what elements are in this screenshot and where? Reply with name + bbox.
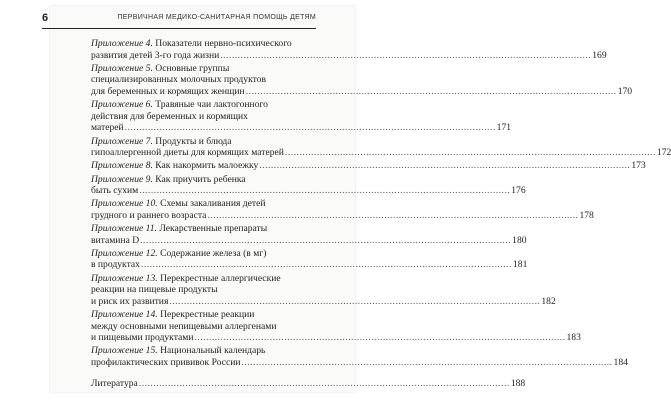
page-ref: 172 bbox=[656, 147, 671, 159]
entry-title-text: матерей bbox=[91, 122, 124, 134]
page-ref: 176 bbox=[511, 185, 526, 197]
page-ref: 181 bbox=[512, 259, 528, 271]
page-ref: 178 bbox=[579, 209, 594, 221]
entry-title-text: Травяные чаи лактогонного bbox=[155, 99, 268, 111]
toc-entry-line bbox=[91, 198, 317, 210]
dot-leader bbox=[194, 332, 565, 344]
entry-title-text: Продукты и блюда bbox=[155, 135, 232, 147]
toc-entry bbox=[91, 309, 581, 344]
entry-title-text: Как приучить ребенка bbox=[155, 173, 246, 185]
dot-leader bbox=[207, 210, 578, 222]
toc-entry-line bbox=[91, 85, 633, 98]
toc-entry-line bbox=[91, 209, 594, 222]
page-ref: 171 bbox=[496, 122, 512, 134]
dot-leader bbox=[220, 50, 591, 62]
toc-entry bbox=[91, 173, 526, 197]
entry-title-text: витамина D bbox=[91, 234, 140, 246]
toc-entry bbox=[91, 62, 633, 98]
dot-leader bbox=[140, 235, 511, 247]
toc-entry-line bbox=[91, 273, 317, 285]
entry-title-text: Схемы закаливания детей bbox=[160, 198, 266, 210]
toc-entry-line bbox=[91, 49, 607, 62]
entry-title-text: для беременных и кормящих женщин bbox=[91, 85, 245, 97]
toc-entry-line bbox=[91, 99, 317, 111]
toc-entry-line bbox=[91, 321, 317, 333]
dot-leader bbox=[139, 185, 510, 197]
dot-leader bbox=[246, 86, 617, 98]
appendix-label: Приложение 5. bbox=[91, 62, 153, 74]
toc-entry-line bbox=[91, 284, 317, 296]
toc-entry bbox=[91, 99, 512, 134]
toc-entry-line bbox=[91, 174, 317, 186]
appendix-label: Приложение 14. bbox=[91, 309, 158, 320]
appendix-label: Приложение 10. bbox=[91, 198, 158, 210]
toc-entry bbox=[91, 135, 671, 159]
toc-entry-line bbox=[91, 74, 317, 86]
toc-entry-line bbox=[91, 122, 512, 134]
page-ref: 188 bbox=[510, 377, 526, 389]
entry-title-text: Национальный календарь bbox=[160, 345, 266, 357]
toc-entry-line bbox=[91, 234, 527, 247]
toc-entry-literature bbox=[91, 377, 526, 390]
entry-title-text: Показатели нервно-психического bbox=[155, 38, 292, 49]
page-ref: 180 bbox=[512, 234, 527, 246]
entry-title-text: грудного и раннего возраста bbox=[91, 209, 207, 221]
running-title: ПЕРВИЧНАЯ МЕДИКО-САНИТАРНАЯ ПОМОЩЬ ДЕТЯМ bbox=[117, 14, 316, 21]
toc-entry-line bbox=[91, 259, 528, 271]
toc-entry-line bbox=[91, 332, 581, 344]
entry-title-text: и пищевыми продуктами bbox=[91, 332, 194, 344]
dot-leader bbox=[259, 160, 630, 172]
appendix-label: Приложение 15. bbox=[91, 345, 158, 357]
toc-entry-line bbox=[91, 63, 317, 75]
entry-title-text: в продуктах bbox=[91, 259, 140, 271]
entry-title-text: Как накормить малоежку bbox=[155, 160, 259, 172]
appendix-label: Приложение 8. bbox=[91, 160, 153, 172]
page-ref: 170 bbox=[617, 85, 633, 97]
dot-leader bbox=[169, 296, 540, 308]
entry-title-text: между основными непищевыми аллергенами bbox=[91, 320, 277, 332]
page-number: 6 bbox=[42, 12, 49, 24]
dot-leader bbox=[242, 357, 613, 369]
toc-entry bbox=[91, 160, 646, 172]
appendix-label: Приложение 12. bbox=[91, 247, 158, 259]
toc-entry bbox=[91, 345, 628, 368]
appendix-label: Приложение 9. bbox=[91, 173, 153, 185]
toc-entry bbox=[91, 198, 594, 221]
page-header bbox=[42, 12, 316, 29]
toc-entry-line bbox=[91, 111, 317, 123]
appendix-label: Приложение 7. bbox=[91, 135, 153, 147]
entry-title-text: Лекарственные препараты bbox=[159, 223, 268, 235]
toc-entry-line bbox=[91, 309, 317, 321]
dot-leader bbox=[125, 122, 496, 134]
dot-leader bbox=[139, 378, 510, 390]
entry-title-text: реакции на пищевые продукты bbox=[91, 284, 218, 296]
toc-entry-line bbox=[91, 356, 628, 369]
toc-entry-line bbox=[91, 160, 646, 172]
toc-entry-line bbox=[91, 295, 556, 308]
toc-entry-line bbox=[91, 345, 317, 357]
table-of-contents bbox=[91, 38, 671, 389]
entry-title-text: действия для беременных и кормящих bbox=[91, 110, 248, 122]
entry-title-text: профилактических прививок России bbox=[91, 356, 241, 368]
entry-title-text: Перекрестные аллергические bbox=[160, 272, 281, 284]
toc-entry bbox=[91, 272, 556, 308]
toc-entry-line bbox=[91, 38, 317, 50]
appendix-label: Приложение 6. bbox=[91, 99, 153, 111]
entry-title-text: Перекрестные реакции bbox=[160, 309, 255, 320]
toc-entry bbox=[91, 247, 528, 271]
page-ref: 184 bbox=[613, 356, 628, 368]
appendix-label: Приложение 13. bbox=[91, 272, 158, 284]
toc-entry-line bbox=[91, 147, 671, 159]
dot-leader bbox=[285, 147, 656, 159]
toc-entry-line bbox=[91, 248, 317, 260]
toc-entry-line bbox=[91, 185, 526, 197]
entry-title-text: специализированных молочных продуктов bbox=[91, 74, 267, 86]
entry-title-text: Основные группы bbox=[155, 62, 230, 74]
page-ref: 173 bbox=[631, 160, 646, 172]
toc-entry bbox=[91, 223, 527, 246]
appendix-label: Приложение 4. bbox=[91, 38, 153, 49]
page-ref: 183 bbox=[566, 332, 581, 344]
entry-title-text: и риск их развития bbox=[91, 295, 169, 307]
page-ref: 169 bbox=[592, 49, 607, 61]
entry-title-text: Содержание железа (в мг) bbox=[160, 247, 267, 259]
toc-entry bbox=[91, 38, 607, 61]
entry-title-text: быть сухим bbox=[91, 185, 139, 197]
dot-leader bbox=[141, 259, 512, 271]
literature-title: Литература bbox=[91, 377, 138, 389]
appendix-label: Приложение 11. bbox=[91, 223, 157, 235]
entry-title-text: гипоаллергенной диеты для кормящих матерей bbox=[91, 147, 284, 159]
toc-entry-line bbox=[91, 136, 317, 148]
entry-title-text: развития детей 3-го года жизни bbox=[91, 49, 220, 61]
page-ref: 182 bbox=[541, 295, 556, 307]
toc-entry-line bbox=[91, 223, 317, 235]
